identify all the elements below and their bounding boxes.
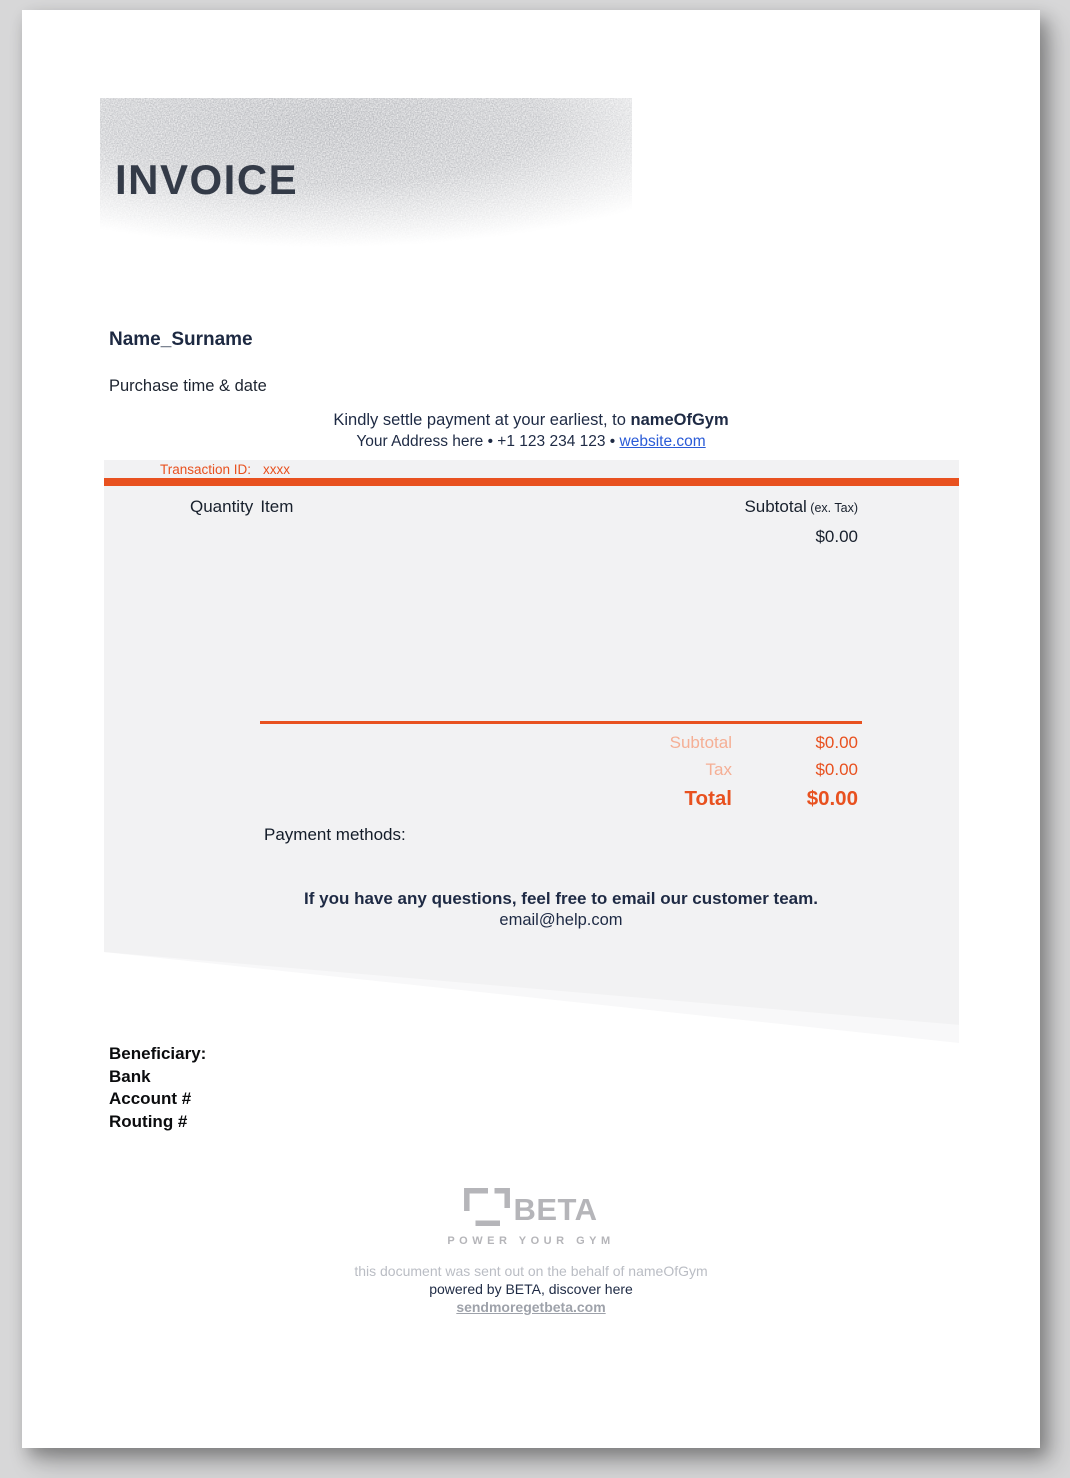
tax-value: $0.00	[815, 760, 858, 779]
footer-link[interactable]: sendmoregetbeta.com	[456, 1299, 606, 1315]
website-link[interactable]: website.com	[619, 433, 706, 450]
support-message: If you have any questions, feel free to email our customer team.	[304, 889, 818, 908]
customer-name: Name_Surname	[109, 329, 253, 350]
purchase-time-date: Purchase time & date	[109, 377, 267, 395]
subtotal-label: Subtotal	[669, 733, 732, 752]
summary-tax-row	[260, 760, 862, 787]
footer-block	[22, 1263, 1040, 1316]
page-title: INVOICE	[115, 156, 299, 203]
address-line	[22, 432, 1040, 451]
totals-summary	[260, 721, 862, 819]
column-item: Item	[260, 497, 294, 516]
summary-total-row	[260, 787, 862, 819]
subtotal-header-note: (ex. Tax)	[806, 501, 858, 515]
routing-number-label: Routing #	[109, 1111, 188, 1131]
transaction-id-label: Transaction ID:	[160, 461, 252, 477]
footer-powered-by: powered by BETA, discover here	[429, 1281, 633, 1297]
transaction-id-row	[104, 460, 959, 478]
column-subtotal	[744, 497, 858, 547]
bank-label: Bank	[109, 1066, 151, 1086]
summary-subtotal-row	[260, 733, 862, 760]
invoice-panel	[104, 460, 959, 1043]
column-quantity: Quantity	[190, 497, 254, 516]
total-label: Total	[684, 787, 732, 810]
brand-block	[22, 1188, 1040, 1247]
total-value: $0.00	[806, 787, 858, 810]
accent-divider-bar	[104, 478, 959, 486]
brand-row	[464, 1188, 597, 1231]
invoice-page	[22, 10, 1040, 1448]
bank-details	[109, 1043, 206, 1133]
brand-name: BETA	[513, 1191, 598, 1227]
footer-disclaimer: this document was sent out on the behalf of nameOfGym	[354, 1263, 708, 1279]
address-text: Your Address here • +1 123 234 123 •	[356, 433, 620, 450]
support-email: email@help.com	[499, 911, 623, 929]
settle-text: Kindly settle payment at your earliest, to	[333, 411, 631, 429]
settle-line	[22, 411, 1040, 430]
brand-tagline: POWER YOUR GYM	[447, 1235, 615, 1247]
gym-name: nameOfGym	[630, 411, 729, 429]
subtotal-header-text: Subtotal	[744, 497, 807, 516]
account-number-label: Account #	[109, 1089, 192, 1108]
payment-methods-label: Payment methods:	[264, 825, 406, 844]
beta-logo-icon	[464, 1188, 510, 1231]
tax-label: Tax	[705, 760, 732, 779]
payment-instructions	[22, 411, 1040, 451]
subtotal-value: $0.00	[815, 733, 858, 752]
beneficiary-label: Beneficiary:	[109, 1044, 207, 1063]
line-amount: $0.00	[815, 527, 858, 546]
table-header-row	[190, 497, 858, 547]
transaction-id-value: xxxx	[263, 461, 291, 477]
